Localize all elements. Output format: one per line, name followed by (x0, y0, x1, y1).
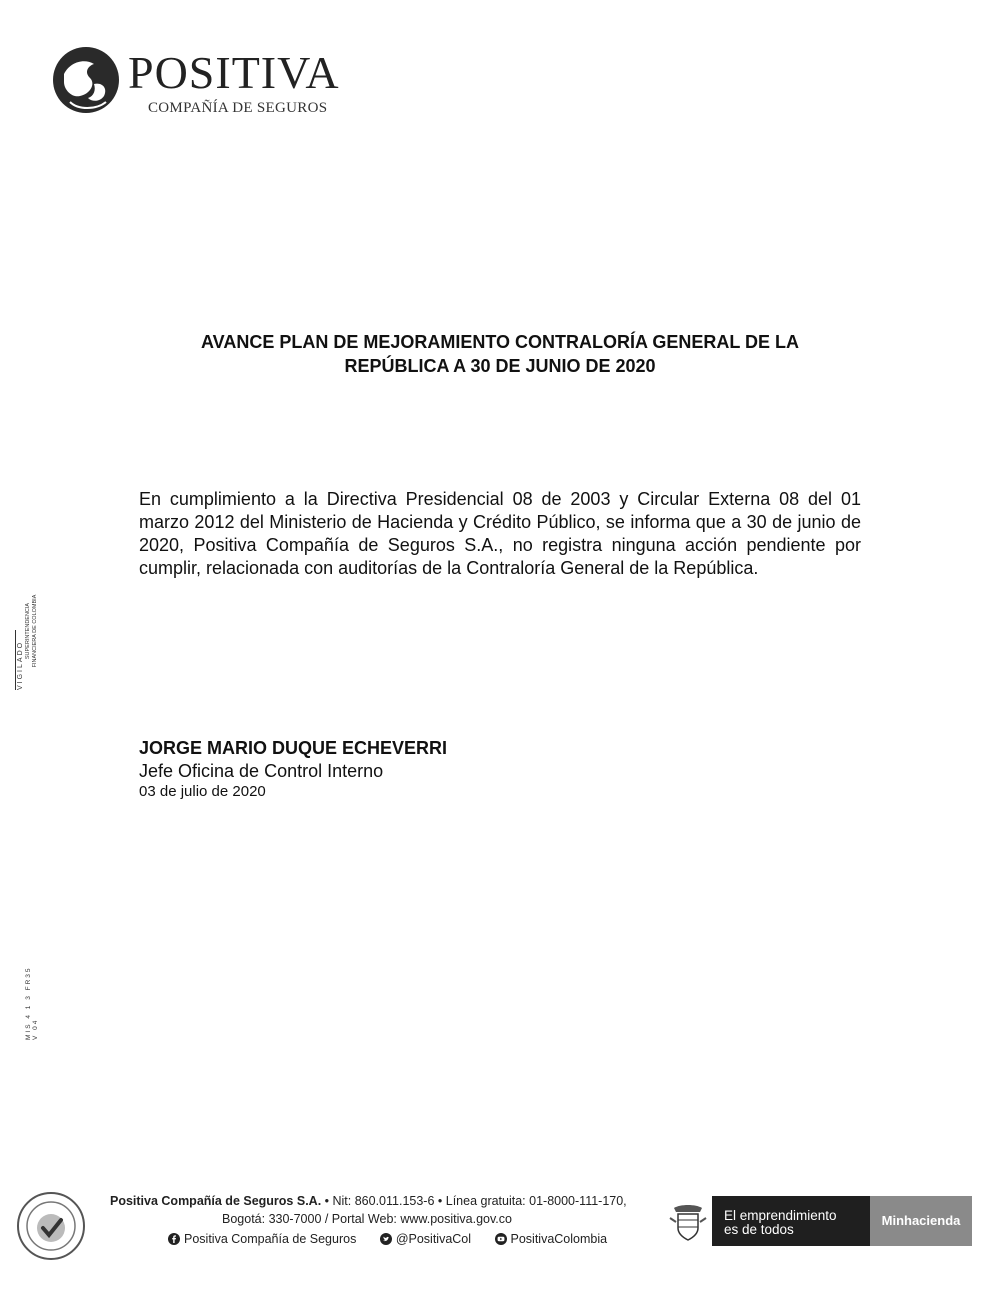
footer-contact-line: Bogotá: 330-7000 / Portal Web: www.positiva.gov.co (222, 1212, 512, 1226)
twitter-icon (380, 1233, 392, 1245)
vigilado-stamp: VIGILADO (15, 630, 29, 690)
facebook-icon (168, 1233, 180, 1245)
document-title (140, 330, 860, 378)
youtube-label: PositivaColombia (510, 1232, 608, 1246)
document-date: 03 de julio de 2020 (139, 783, 266, 800)
certification-seal-icon (15, 1190, 87, 1262)
gov-ministry: Minhacienda (870, 1196, 972, 1246)
gov-slogan-line-1: El emprendimiento (724, 1208, 837, 1223)
title-line-1: AVANCE PLAN DE MEJORAMIENTO CONTRALORÍA GENERAL DE LA (200, 332, 800, 352)
footer-company: Positiva Compañía de Seguros S.A. (110, 1194, 322, 1208)
footer-company-line (110, 1194, 627, 1208)
form-code: MIS 4 1 3 FR35 V 04 (25, 966, 39, 1040)
globe-logo-icon (50, 44, 122, 116)
social-twitter[interactable] (380, 1232, 471, 1246)
coat-of-arms-icon (666, 1200, 710, 1244)
social-facebook[interactable] (168, 1232, 356, 1246)
signer-name: JORGE MARIO DUQUE ECHEVERRI (139, 738, 448, 758)
facebook-label: Positiva Compañía de Seguros (184, 1232, 357, 1246)
body-paragraph: En cumplimiento a la Directiva Presidencial 08 de 2003 y Circular Externa 08 del 01 marzo 2012 del Ministerio de Hacienda y Crédito Público, se informa que a 30 de junio de 2020, Positiva Compañía de Seguros S.A., no registra ninguna acción pendiente por cumplir, relacionada con auditorías de la Contraloría General de la República. (139, 489, 861, 578)
superintendencia-stamp: SUPERINTENDENCIA FINANCIERA DE COLOMBIA (25, 594, 38, 668)
gov-slogan (712, 1196, 870, 1246)
twitter-label: @PositivaCol (395, 1232, 472, 1246)
company-logo (50, 44, 350, 124)
brand-subtitle: COMPAÑÍA DE SEGUROS (148, 100, 328, 116)
social-youtube[interactable] (495, 1232, 608, 1246)
title-line-2: REPÚBLICA A 30 DE JUNIO DE 2020 (344, 356, 656, 376)
footer-details: • Nit: 860.011.153-6 • Línea gratuita: 01-8000-111-170, (321, 1194, 627, 1208)
signer-role: Jefe Oficina de Control Interno (139, 761, 384, 781)
youtube-icon (495, 1233, 507, 1245)
brand-name: POSITIVA (128, 47, 340, 98)
social-links (168, 1232, 627, 1248)
government-banner (660, 1196, 972, 1246)
gov-slogan-line-2: es de todos (724, 1222, 794, 1237)
